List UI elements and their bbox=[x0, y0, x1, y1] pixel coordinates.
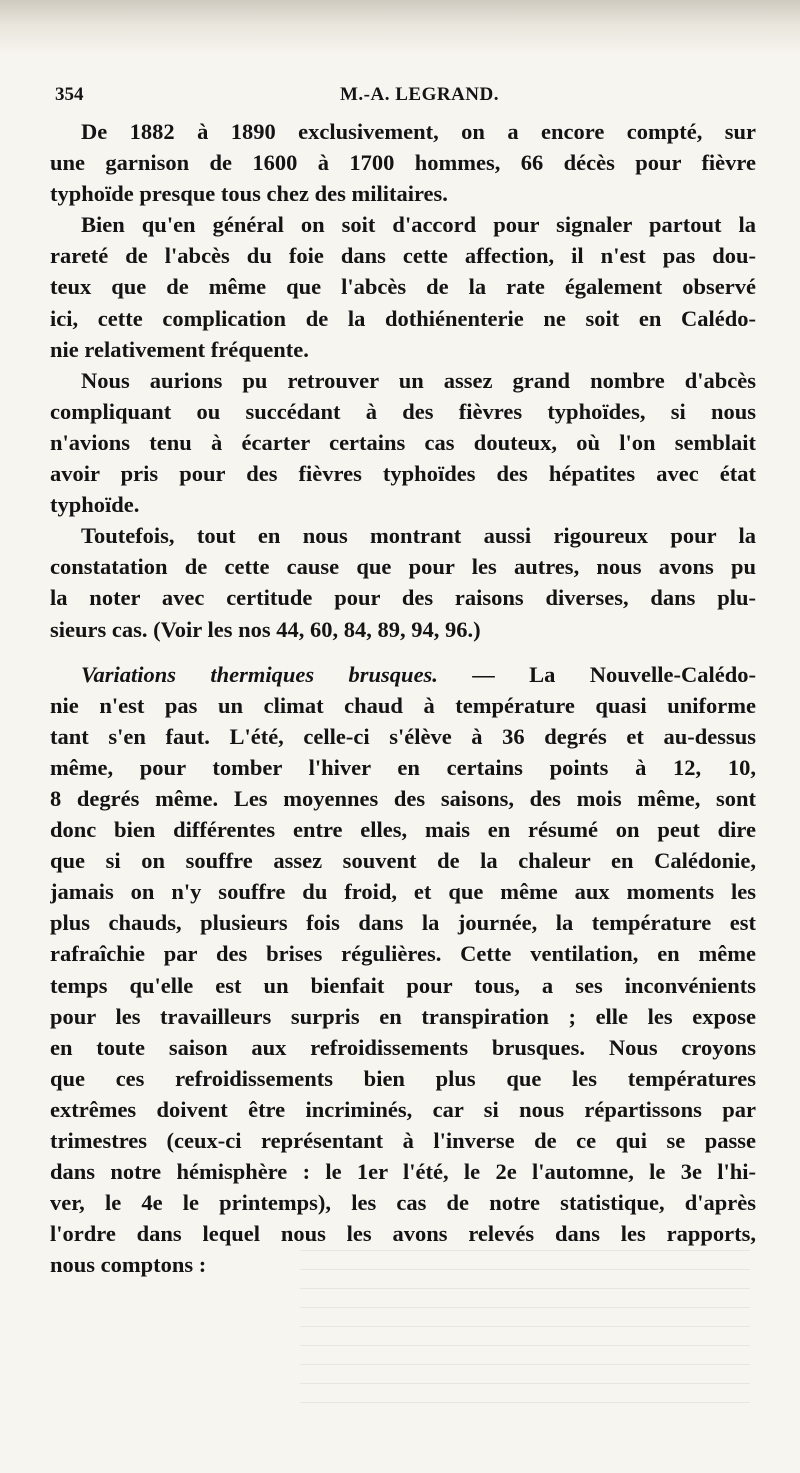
text-line: Toutefois, tout en nous montrant aussi rigoureux pour la bbox=[81, 523, 756, 549]
running-head bbox=[55, 84, 755, 114]
text-line: plus chauds, plusieurs fois dans la journée, la température est bbox=[50, 910, 756, 936]
body-text bbox=[50, 116, 756, 1280]
text-line: trimestres (ceux-ci représentant à l'inverse de ce qui se passe bbox=[50, 1128, 756, 1153]
text-line: la noter avec certitude pour des raisons diverses, dans plu- bbox=[50, 585, 756, 611]
text-line: une garnison de 1600 à 1700 hommes, 66 décès pour fièvre bbox=[50, 150, 756, 176]
text-line: ici, cette complication de la dothiénenterie ne soit en Calédo- bbox=[50, 305, 756, 331]
text-line: 8 degrés même. Les moyennes des saisons, des mois même, sont bbox=[50, 785, 756, 811]
text-line: rafraîchie par des brises régulières. Cette ventilation, en même bbox=[50, 941, 756, 967]
text-line: tant s'en faut. L'été, celle-ci s'élève à 36 degrés et au-dessus bbox=[50, 723, 756, 749]
text-line: pour les travailleurs surpris en transpiration ; elle les expose bbox=[50, 1003, 756, 1029]
page-number: 354 bbox=[55, 84, 84, 105]
text-line: nie relativement fréquente. bbox=[50, 336, 309, 362]
paragraph-4 bbox=[50, 520, 756, 644]
paragraph-5 bbox=[50, 659, 756, 1281]
text-line: temps qu'elle est un bienfait pour tous, a ses inconvénients bbox=[50, 972, 756, 998]
text-line: que si on souffre assez souvent de la chaleur en Calédonie, bbox=[50, 848, 756, 874]
text-line: Bien qu'en général on soit d'accord pour signaler partout la bbox=[81, 212, 756, 238]
text-line: Nous aurions pu retrouver un assez grand nombre d'abcès bbox=[81, 367, 756, 393]
text-line: l'ordre dans lequel nous les avons relevés dans les rapports, bbox=[50, 1221, 756, 1247]
text-line bbox=[50, 659, 756, 690]
text-line: ver, le 4e le printemps), les cas de notre statistique, d'après bbox=[50, 1190, 756, 1216]
text-line: dans notre hémisphère : le 1er l'été, le 2e l'automne, le 3e l'hi- bbox=[50, 1159, 756, 1185]
text-line: rareté de l'abcès du foie dans cette affection, il n'est pas dou- bbox=[50, 243, 756, 269]
text-line: en toute saison aux refroidissements brusques. Nous croyons bbox=[50, 1034, 756, 1060]
text-line: avoir pris pour des fièvres typhoïdes des hépatites avec état bbox=[50, 461, 756, 487]
text-line: sieurs cas. (Voir les nos 44, 60, 84, 89, 94, 96.) bbox=[50, 616, 481, 642]
text-line: donc bien différentes entre elles, mais en résumé on peut dire bbox=[50, 817, 756, 843]
running-title: M.-A. LEGRAND. bbox=[340, 84, 499, 105]
text-line: que ces refroidissements bien plus que les températures bbox=[50, 1065, 756, 1091]
text-line: même, pour tomber l'hiver en certains points à 12, 10, bbox=[50, 754, 756, 780]
show-through-text bbox=[300, 1250, 750, 1410]
section-heading: Variations thermiques brusques. bbox=[81, 661, 438, 687]
paragraph-2 bbox=[50, 209, 756, 364]
text-line: teux que de même que l'abcès de la rate également observé bbox=[50, 274, 756, 300]
text-line: compliquant ou succédant à des fièvres typhoïdes, si nous bbox=[50, 398, 756, 424]
text-line: n'avions tenu à écarter certains cas douteux, où l'on semblait bbox=[50, 429, 756, 455]
text-line: jamais on n'y souffre du froid, et que même aux moments les bbox=[50, 879, 756, 905]
text-line: constatation de cette cause que pour les autres, nous avons pu bbox=[50, 554, 756, 580]
heading-continuation: — La Nouvelle-Calédo- bbox=[437, 661, 756, 687]
text-line: typhoïde. bbox=[50, 492, 140, 518]
scan-shadow bbox=[0, 0, 800, 55]
text-line: nous comptons : bbox=[50, 1252, 207, 1278]
paragraph-1 bbox=[50, 116, 756, 209]
text-line: De 1882 à 1890 exclusivement, on a encore compté, sur bbox=[81, 119, 756, 144]
text-line: typhoïde presque tous chez des militaires. bbox=[50, 181, 448, 207]
paragraph-3 bbox=[50, 365, 756, 520]
text-line: nie n'est pas un climat chaud à température quasi uniforme bbox=[50, 692, 756, 718]
text-line: extrêmes doivent être incriminés, car si nous répartissons par bbox=[50, 1096, 756, 1122]
